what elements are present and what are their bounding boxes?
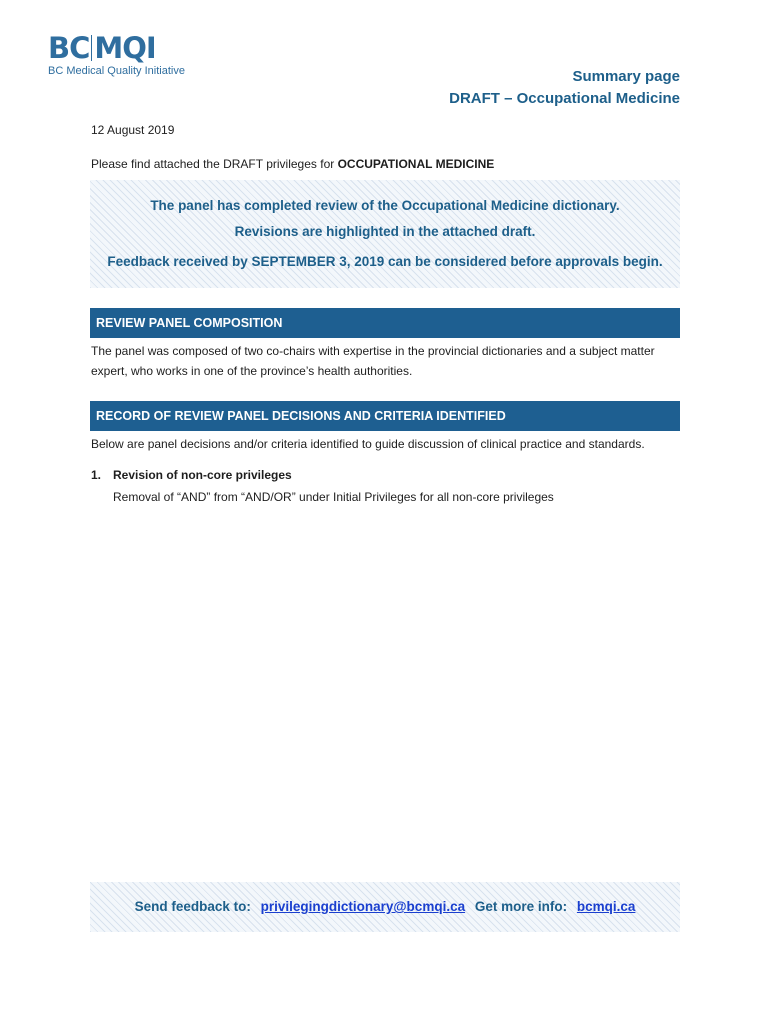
section-heading-decisions: RECORD OF REVIEW PANEL DECISIONS AND CRITERIA IDENTIFIED bbox=[90, 401, 680, 431]
panel-composition-text: The panel was composed of two co-chairs with expertise in the provincial dictionaries and a subject matter expert, who works in one of the province’s health authorities. bbox=[91, 344, 655, 378]
page-title: Summary page bbox=[572, 68, 680, 85]
callout-line-3: Feedback received by SEPTEMBER 3, 2019 can be considered before approvals begin. bbox=[107, 254, 663, 269]
intro-text bbox=[91, 157, 494, 171]
intro-specialty: OCCUPATIONAL MEDICINE bbox=[337, 157, 495, 171]
info-label: Get more info: bbox=[474, 899, 568, 914]
list-item bbox=[91, 468, 292, 482]
bcmqi-logo bbox=[48, 32, 218, 77]
page-subtitle: DRAFT – Occupational Medicine bbox=[449, 90, 680, 107]
logo-bc: BC bbox=[48, 31, 90, 65]
list-item-description: Removal of “AND” from “AND/OR” under Initial Privileges for all non-core privileges bbox=[113, 490, 554, 504]
callout-line-1: The panel has completed review of the Occupational Medicine dictionary. bbox=[150, 198, 620, 213]
logo-subtitle: BC Medical Quality Initiative bbox=[48, 65, 185, 77]
logo-divider bbox=[91, 35, 92, 61]
callout-line-2: Revisions are highlighted in the attached draft. bbox=[234, 224, 536, 239]
document-header bbox=[449, 66, 680, 110]
list-item-title: Revision of non-core privileges bbox=[113, 468, 292, 482]
feedback-email-link[interactable]: privilegingdictionary@bcmqi.ca bbox=[260, 899, 466, 914]
website-link[interactable]: bcmqi.ca bbox=[576, 899, 636, 914]
footer-contact-box bbox=[90, 882, 680, 932]
section-heading-panel-composition: REVIEW PANEL COMPOSITION bbox=[90, 308, 680, 338]
callout-box bbox=[90, 180, 680, 288]
list-item-number: 1. bbox=[91, 468, 102, 482]
logo-mqi: MQI bbox=[94, 31, 156, 65]
intro-prefix: Please find attached the DRAFT privileges for bbox=[91, 157, 338, 171]
document-date: 12 August 2019 bbox=[91, 123, 175, 137]
decisions-intro-text: Below are panel decisions and/or criteria identified to guide discussion of clinical practice and standards. bbox=[91, 437, 645, 451]
logo-wordmark bbox=[48, 32, 218, 64]
feedback-label: Send feedback to: bbox=[134, 899, 251, 914]
